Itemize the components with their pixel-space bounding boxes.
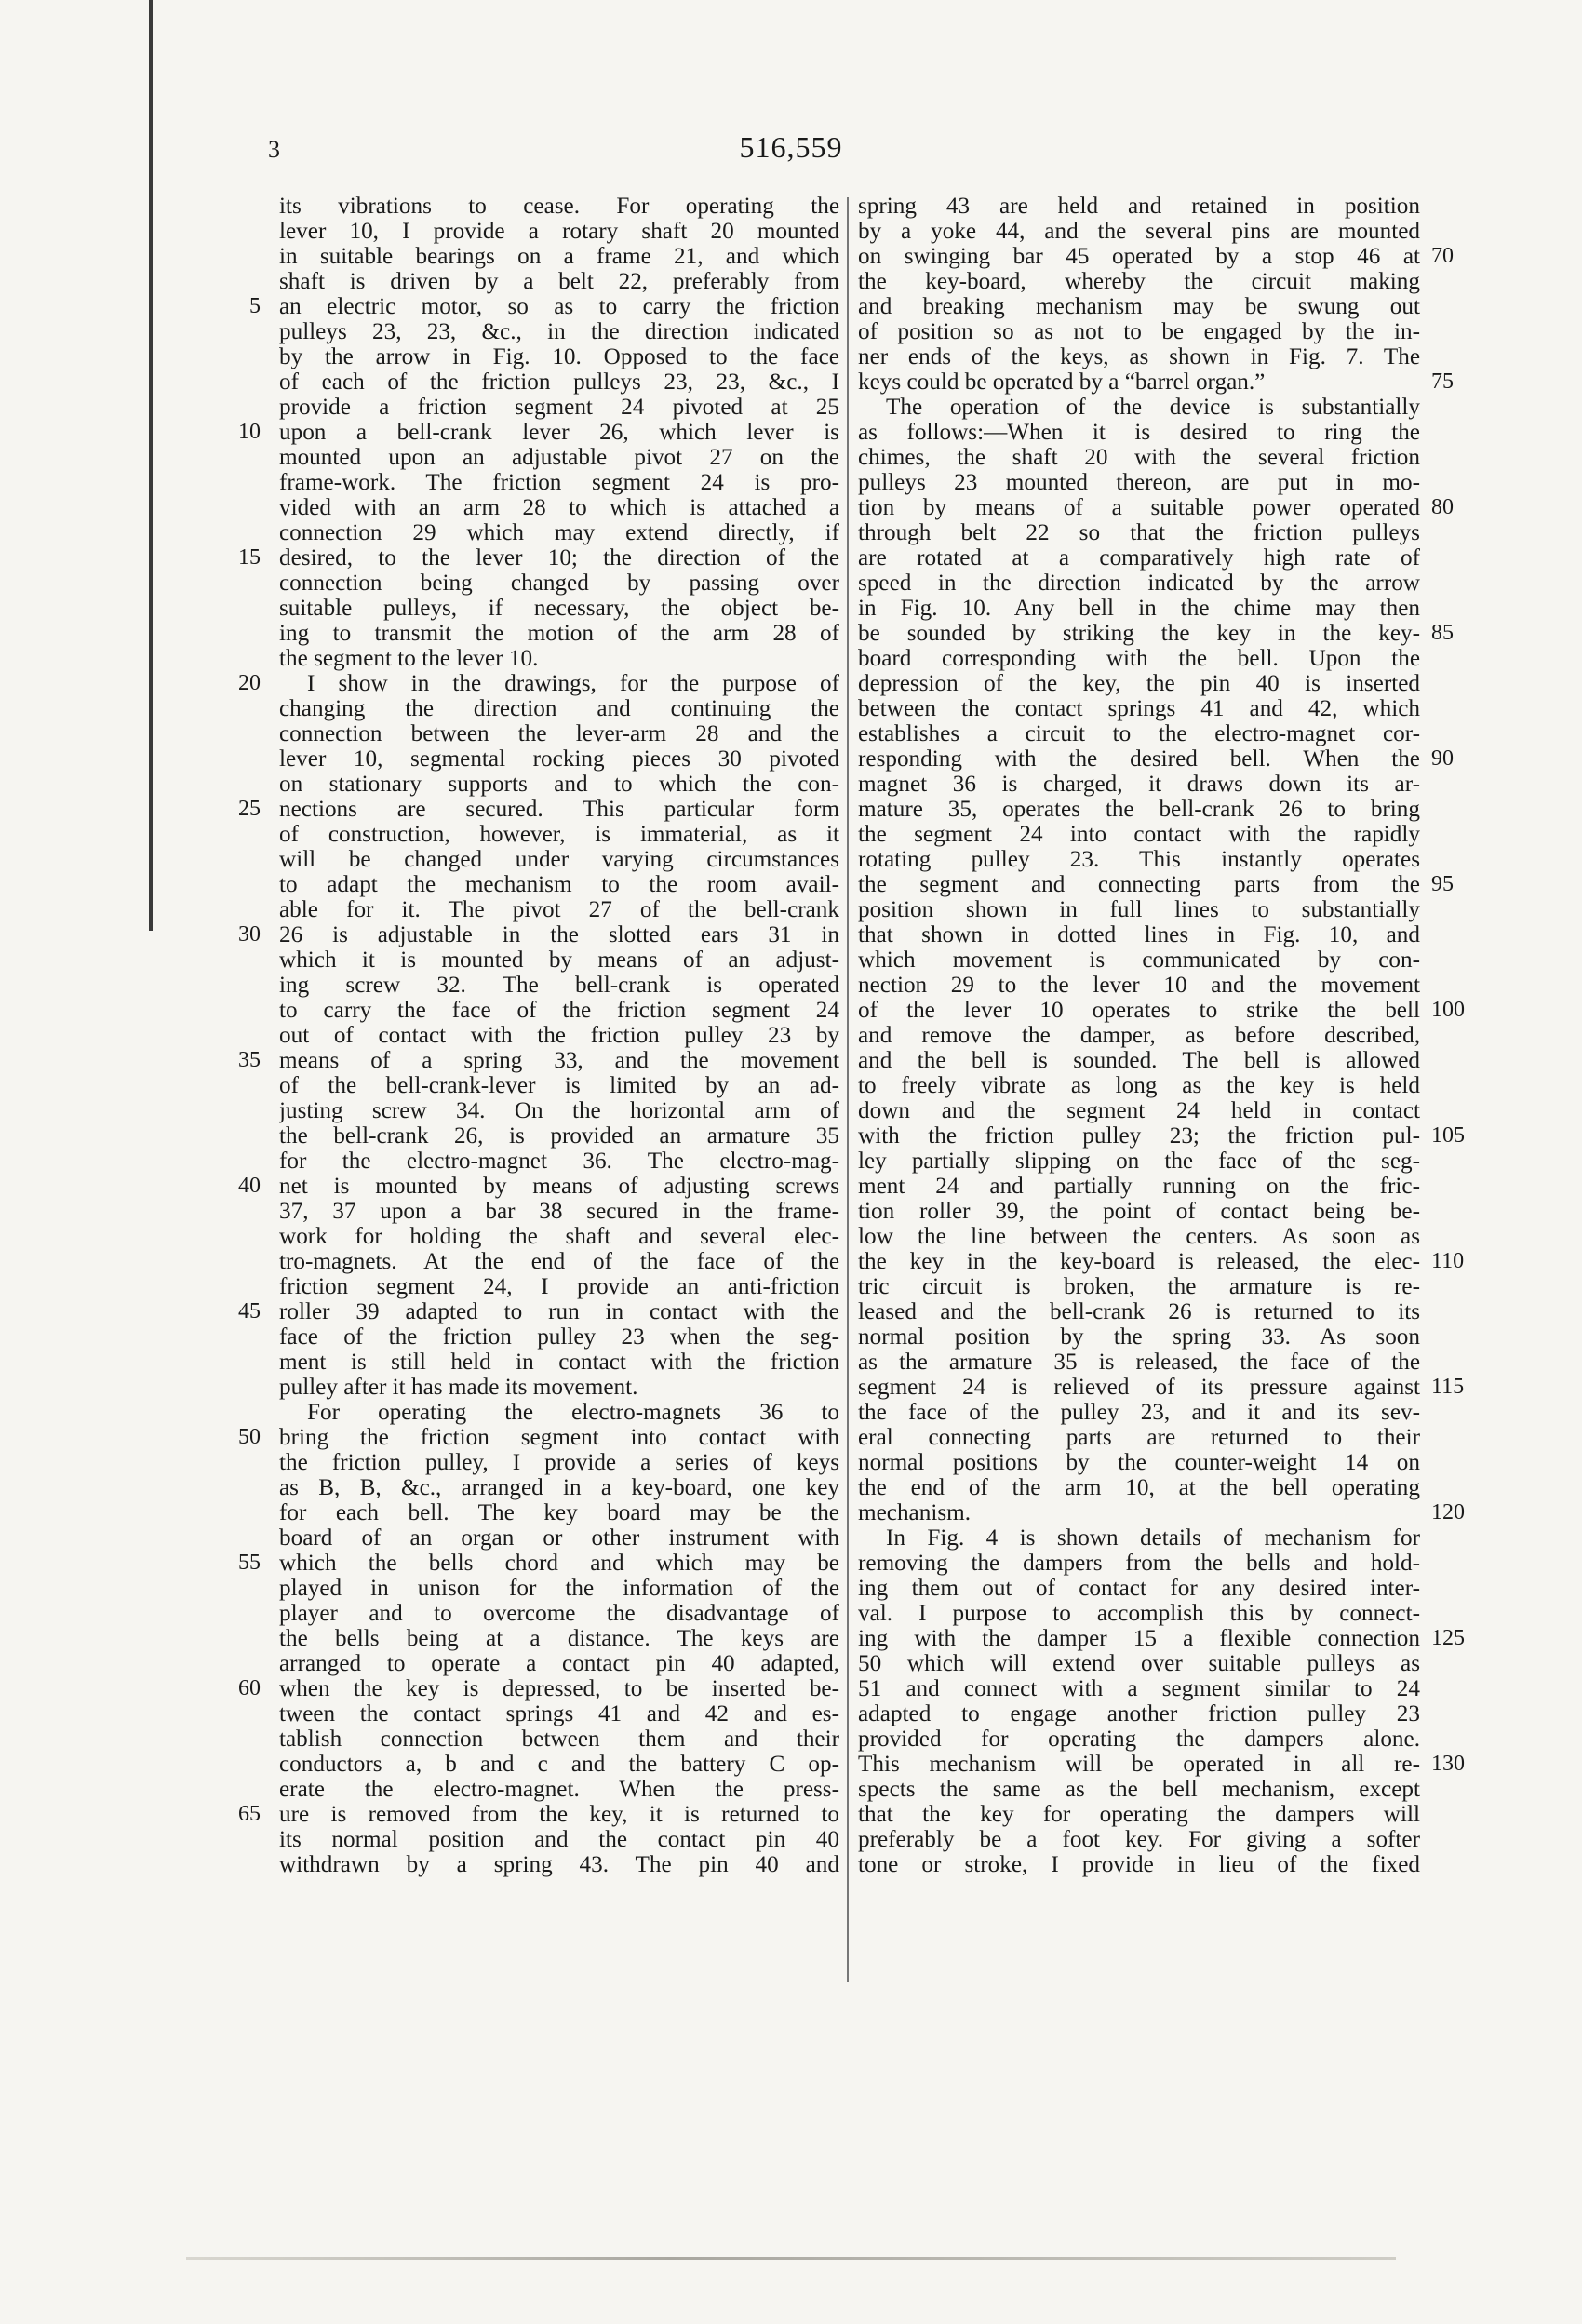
text-line: mounted upon an adjustable pivot 27 on the [279, 445, 839, 470]
text-line: the key-board, whereby the circuit making [858, 269, 1420, 294]
text-line: 51 and connect with a segment similar to 24 [858, 1676, 1420, 1701]
text-line: when the key is depressed, to be inserted be- [279, 1676, 839, 1701]
patent-number: 516,559 [739, 130, 843, 164]
line-number: 95 [1431, 872, 1454, 896]
text-line: ing screw 32. The bell-crank is operated [279, 973, 839, 998]
text-line: tone or stroke, I provide in lieu of the fixed [858, 1852, 1420, 1877]
text-line: work for holding the shaft and several elec- [279, 1224, 839, 1249]
line-number: 30 [238, 922, 261, 947]
text-line: suitable pulleys, if necessary, the object be- [279, 596, 839, 621]
text-line: pulleys 23 mounted thereon, are put in mo- [858, 470, 1420, 495]
text-line: ing to transmit the motion of the arm 28 of [279, 621, 839, 646]
left-text-column [279, 194, 839, 1990]
text-line: the friction pulley, I provide a series of keys [279, 1450, 839, 1475]
text-line: in suitable bearings on a frame 21, and which [279, 244, 839, 269]
text-line: nections are secured. This particular form [279, 797, 839, 822]
line-number: 130 [1431, 1752, 1465, 1776]
text-line: between the contact springs 41 and 42, which [858, 696, 1420, 721]
text-line: upon a bell-crank lever 26, which lever is [279, 420, 839, 445]
text-line: adapted to engage another friction pulley 23 [858, 1701, 1420, 1726]
text-line: the segment 24 into contact with the rapidly [858, 822, 1420, 847]
text-line: magnet 36 is charged, it draws down its ar- [858, 772, 1420, 797]
text-line: able for it. The pivot 27 of the bell-crank [279, 897, 839, 922]
text-line: frame-work. The friction segment 24 is pro- [279, 470, 839, 495]
text-line: changing the direction and continuing the [279, 696, 839, 721]
text-line: provided for operating the dampers alone. [858, 1726, 1420, 1752]
text-line: chimes, the shaft 20 with the several friction [858, 445, 1420, 470]
text-line: the segment to the lever 10. [279, 646, 539, 671]
text-line: arranged to operate a contact pin 40 adapted, [279, 1651, 839, 1676]
text-line: depression of the key, the pin 40 is inserted [858, 671, 1420, 696]
text-line: by a yoke 44, and the several pins are mounted [858, 219, 1420, 244]
text-line: connection 29 which may extend directly, if [279, 520, 839, 545]
line-number: 60 [238, 1676, 261, 1700]
text-line: keys could be operated by a “barrel organ.” [858, 369, 1266, 395]
text-line: I show in the drawings, for the purpose of [307, 671, 839, 696]
text-line: pulley after it has made its movement. [279, 1375, 638, 1400]
text-line: erate the electro-magnet. When the press- [279, 1777, 839, 1802]
text-line: played in unison for the information of the [279, 1576, 839, 1601]
text-line: mechanism. [858, 1500, 972, 1525]
text-line: of the lever 10 operates to strike the bell [858, 998, 1420, 1023]
text-line: for each bell. The key board may be the [279, 1500, 839, 1525]
text-line: that shown in dotted lines in Fig. 10, and [858, 922, 1420, 947]
text-line: val. I purpose to accomplish this by connect- [858, 1601, 1420, 1626]
line-number: 125 [1431, 1626, 1465, 1650]
text-line: tric circuit is broken, the armature is re- [858, 1274, 1420, 1299]
text-line: be sounded by striking the key in the key- [858, 621, 1420, 646]
text-line: spring 43 are held and retained in position [858, 194, 1420, 219]
text-line: its normal position and the contact pin 40 [279, 1827, 839, 1852]
line-number: 80 [1431, 495, 1454, 519]
text-line: as the armature 35 is released, the face of the [858, 1350, 1420, 1375]
text-line: ure is removed from the key, it is returned to [279, 1802, 839, 1827]
text-line: leased and the bell-crank 26 is returned to its [858, 1299, 1420, 1324]
text-line: board corresponding with the bell. Upon the [858, 646, 1420, 671]
text-line: through belt 22 so that the friction pulleys [858, 520, 1420, 545]
line-number: 10 [238, 420, 261, 444]
text-line: mature 35, operates the bell-crank 26 to bring [858, 797, 1420, 822]
text-line: ing with the damper 15 a flexible connection [858, 1626, 1420, 1651]
scan-smudge [186, 2257, 1396, 2260]
text-line: of construction, however, is immaterial, as it [279, 822, 839, 847]
text-line: tro-magnets. At the end of the face of the [279, 1249, 839, 1274]
text-line: means of a spring 33, and the movement [279, 1048, 839, 1073]
line-number: 55 [238, 1551, 261, 1575]
text-line: lever 10, segmental rocking pieces 30 pivoted [279, 746, 839, 772]
text-line: spects the same as the bell mechanism, except [858, 1777, 1420, 1802]
text-line: This mechanism will be operated in all re- [858, 1752, 1420, 1777]
text-line: shaft is driven by a belt 22, preferably from [279, 269, 839, 294]
text-line: and the bell is sounded. The bell is allowed [858, 1048, 1420, 1073]
text-line: preferably be a foot key. For giving a softer [858, 1827, 1420, 1852]
line-number: 105 [1431, 1123, 1465, 1148]
text-line: the key in the key-board is released, the elec- [858, 1249, 1420, 1274]
text-line: provide a friction segment 24 pivoted at 25 [279, 395, 839, 420]
text-line: its vibrations to cease. For operating the [279, 194, 839, 219]
line-number: 50 [238, 1425, 261, 1449]
text-line: responding with the desired bell. When the [858, 746, 1420, 772]
text-line: connection being changed by passing over [279, 571, 839, 596]
text-line: player and to overcome the disadvantage of [279, 1601, 839, 1626]
line-number: 40 [238, 1174, 261, 1198]
text-line: are rotated at a comparatively high rate of [858, 545, 1420, 571]
text-line: bring the friction segment into contact with [279, 1425, 839, 1450]
line-number: 20 [238, 671, 261, 695]
text-line: down and the segment 24 held in contact [858, 1098, 1420, 1123]
text-line: out of contact with the friction pulley 23 by [279, 1023, 839, 1048]
text-line: and remove the damper, as before described, [858, 1023, 1420, 1048]
text-line: of position so as not to be engaged by the in- [858, 319, 1420, 344]
text-line: vided with an arm 28 to which is attached a [279, 495, 839, 520]
text-line: as follows:—When it is desired to ring the [858, 420, 1420, 445]
text-line: removing the dampers from the bells and hold- [858, 1551, 1420, 1576]
text-line: normal position by the spring 33. As soon [858, 1324, 1420, 1350]
text-line: In Fig. 4 is shown details of mechanism for [886, 1525, 1420, 1551]
text-line: the segment and connecting parts from the [858, 872, 1420, 897]
text-line: tion by means of a suitable power operated [858, 495, 1420, 520]
text-line: to freely vibrate as long as the key is held [858, 1073, 1420, 1098]
line-number: 75 [1431, 369, 1454, 394]
text-line: which it is mounted by means of an adjust- [279, 947, 839, 973]
text-line: establishes a circuit to the electro-magnet cor- [858, 721, 1420, 746]
right-text-column [858, 194, 1420, 1990]
text-line: rotating pulley 23. This instantly operates [858, 847, 1420, 872]
text-line: to adapt the mechanism to the room avail- [279, 872, 839, 897]
text-line: 50 which will extend over suitable pulleys as [858, 1651, 1420, 1676]
text-line: 26 is adjustable in the slotted ears 31 in [279, 922, 839, 947]
line-number: 100 [1431, 998, 1465, 1022]
line-number: 15 [238, 545, 261, 570]
text-line: and breaking mechanism may be swung out [858, 294, 1420, 319]
text-line: pulleys 23, 23, &c., in the direction indicated [279, 319, 839, 344]
text-line: as B, B, &c., arranged in a key-board, one key [279, 1475, 839, 1500]
text-line: the end of the arm 10, at the bell operating [858, 1475, 1420, 1500]
text-line: segment 24 is relieved of its pressure against [858, 1375, 1420, 1400]
line-number: 5 [249, 294, 261, 318]
text-line: which the bells chord and which may be [279, 1551, 839, 1576]
line-number: 25 [238, 797, 261, 821]
text-line: for the electro-magnet 36. The electro-mag- [279, 1149, 839, 1174]
text-line: tion roller 39, the point of contact being be- [858, 1199, 1420, 1224]
text-line: ment 24 and partially running on the fric- [858, 1174, 1420, 1199]
text-line: of the bell-crank-lever is limited by an ad- [279, 1073, 839, 1098]
line-number: 110 [1431, 1249, 1465, 1273]
line-number: 70 [1431, 244, 1454, 268]
text-line: of each of the friction pulleys 23, 23, &c., I [279, 369, 839, 395]
line-number: 120 [1431, 1500, 1465, 1525]
text-line: The operation of the device is substantially [886, 395, 1420, 420]
text-line: to carry the face of the friction segment 24 [279, 998, 839, 1023]
text-line: ley partially slipping on the face of the seg- [858, 1149, 1420, 1174]
text-line: position shown in full lines to substantially [858, 897, 1420, 922]
line-number: 35 [238, 1048, 261, 1072]
text-line: nection 29 to the lever 10 and the movement [858, 973, 1420, 998]
line-number: 65 [238, 1802, 261, 1826]
text-line: low the line between the centers. As soon as [858, 1224, 1420, 1249]
text-line: tween the contact springs 41 and 42 and es- [279, 1701, 839, 1726]
text-line: ing them out of contact for any desired inter- [858, 1576, 1420, 1601]
column-divider [847, 197, 849, 1982]
text-line: which movement is communicated by con- [858, 947, 1420, 973]
line-number: 45 [238, 1299, 261, 1323]
text-line: an electric motor, so as to carry the friction [279, 294, 839, 319]
text-line: net is mounted by means of adjusting screws [279, 1174, 839, 1199]
text-line: by the arrow in Fig. 10. Opposed to the face [279, 344, 839, 369]
text-line: the bells being at a distance. The keys are [279, 1626, 839, 1651]
text-line: For operating the electro-magnets 36 to [307, 1400, 839, 1425]
text-line: in Fig. 10. Any bell in the chime may then [858, 596, 1420, 621]
text-line: desired, to the lever 10; the direction of the [279, 545, 839, 571]
text-line: normal positions by the counter-weight 14 on [858, 1450, 1420, 1475]
text-line: on swinging bar 45 operated by a stop 46 at [858, 244, 1420, 269]
line-number: 90 [1431, 746, 1454, 771]
text-line: justing screw 34. On the horizontal arm of [279, 1098, 839, 1123]
text-line: tablish connection between them and their [279, 1726, 839, 1752]
text-line: that the key for operating the dampers will [858, 1802, 1420, 1827]
text-line: conductors a, b and c and the battery C op- [279, 1752, 839, 1777]
text-line: roller 39 adapted to run in contact with the [279, 1299, 839, 1324]
text-line: face of the friction pulley 23 when the seg- [279, 1324, 839, 1350]
text-line: connection between the lever-arm 28 and the [279, 721, 839, 746]
page-number: 3 [268, 136, 280, 163]
text-line: ment is still held in contact with the friction [279, 1350, 839, 1375]
text-line: lever 10, I provide a rotary shaft 20 mounted [279, 219, 839, 244]
text-line: eral connecting parts are returned to their [858, 1425, 1420, 1450]
text-line: 37, 37 upon a bar 38 secured in the frame- [279, 1199, 839, 1224]
text-line: on stationary supports and to which the con- [279, 772, 839, 797]
text-line: will be changed under varying circumstances [279, 847, 839, 872]
text-line: the bell-crank 26, is provided an armature 35 [279, 1123, 839, 1149]
line-number: 85 [1431, 621, 1454, 645]
line-number: 115 [1431, 1375, 1465, 1399]
text-line: friction segment 24, I provide an anti-friction [279, 1274, 839, 1299]
text-line: board of an organ or other instrument with [279, 1525, 839, 1551]
text-line: with the friction pulley 23; the friction pul- [858, 1123, 1420, 1149]
text-line: the face of the pulley 23, and it and its sev- [858, 1400, 1420, 1425]
text-line: speed in the direction indicated by the arrow [858, 571, 1420, 596]
text-line: ner ends of the keys, as shown in Fig. 7. The [858, 344, 1420, 369]
text-line: withdrawn by a spring 43. The pin 40 and [279, 1852, 839, 1877]
